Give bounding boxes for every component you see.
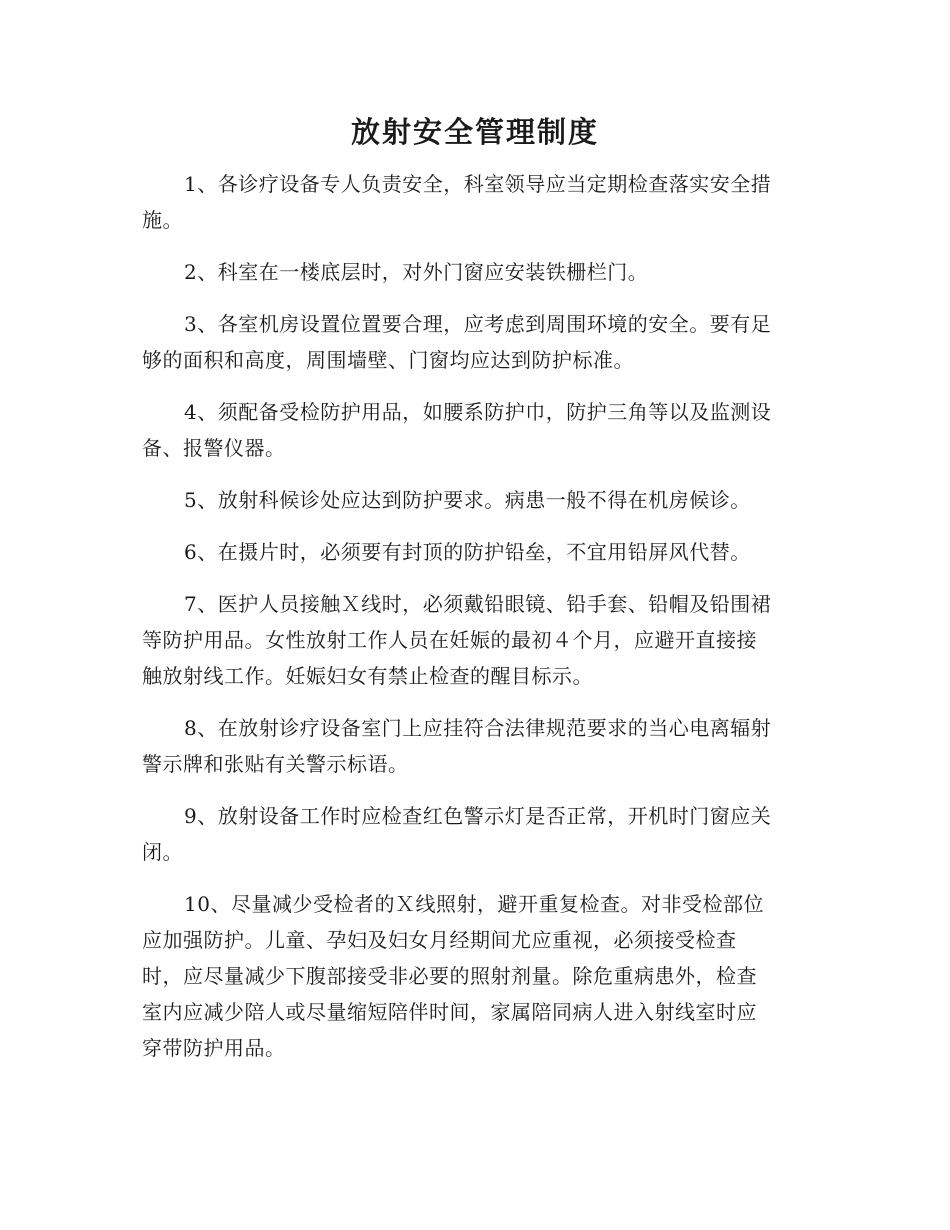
paragraph-6 <box>142 534 808 570</box>
paragraph-4 <box>142 394 808 466</box>
paragraph-line: 应加强防护。儿童、孕妇及妇女月经期间尤应重视，必须接受检查 <box>142 928 737 952</box>
paragraph-line: 室内应减少陪人或尽量缩短陪伴时间，家属陪同病人进入射线室时应 <box>142 1000 757 1024</box>
document-body <box>142 166 808 1082</box>
paragraph-line: 闭。 <box>142 840 183 864</box>
paragraph-line: 3、各室机房设置位置要合理，应考虑到周围环境的安全。要有足 <box>184 312 772 336</box>
paragraph-line: 警示牌和张贴有关警示标语。 <box>142 752 409 776</box>
paragraph-line: 7、医护人员接触Ｘ线时，必须戴铅眼镜、铅手套、铅帽及铅围裙 <box>184 592 772 616</box>
paragraph-2 <box>142 254 808 290</box>
paragraph-line: 2、科室在一楼底层时，对外门窗应安装铁栅栏门。 <box>184 260 649 284</box>
paragraph-3 <box>142 306 808 378</box>
paragraph-7 <box>142 586 808 694</box>
paragraph-line: 9、放射设备工作时应检查红色警示灯是否正常，开机时门窗应关 <box>184 804 772 828</box>
paragraph-line: 够的面积和高度，周围墙壁、门窗均应达到防护标准。 <box>142 348 634 372</box>
paragraph-line: 备、报警仪器。 <box>142 436 286 460</box>
paragraph-9 <box>142 798 808 870</box>
paragraph-line: 施。 <box>142 208 183 232</box>
paragraph-line: 时，应尽量减少下腹部接受非必要的照射剂量。除危重病患外，检查 <box>142 964 757 988</box>
paragraph-line: 4、须配备受检防护用品，如腰系防护巾，防护三角等以及监测设 <box>184 400 772 424</box>
paragraph-10 <box>142 886 808 1066</box>
paragraph-8 <box>142 710 808 782</box>
paragraph-line: 10、尽量减少受检者的Ｘ线照射，避开重复检查。对非受检部位 <box>184 892 764 916</box>
document-title: 放射安全管理制度 <box>350 115 599 149</box>
paragraph-line: 等防护用品。女性放射工作人员在妊娠的最初４个月，应避开直接接 <box>142 628 757 652</box>
paragraph-line: 穿带防护用品。 <box>142 1036 286 1060</box>
paragraph-line: 8、在放射诊疗设备室门上应挂符合法律规范要求的当心电离辐射 <box>184 716 772 740</box>
paragraph-5 <box>142 482 808 518</box>
paragraph-line: 触放射线工作。妊娠妇女有禁止检查的醒目标示。 <box>142 664 593 688</box>
paragraph-line: 6、在摄片时，必须要有封顶的防护铅垒，不宜用铅屏风代替。 <box>184 540 751 564</box>
paragraph-1 <box>142 166 808 238</box>
paragraph-line: 1、各诊疗设备专人负责安全，科室领导应当定期检查落实安全措 <box>184 172 772 196</box>
paragraph-line: 5、放射科候诊处应达到防护要求。病患一般不得在机房候诊。 <box>184 488 751 512</box>
